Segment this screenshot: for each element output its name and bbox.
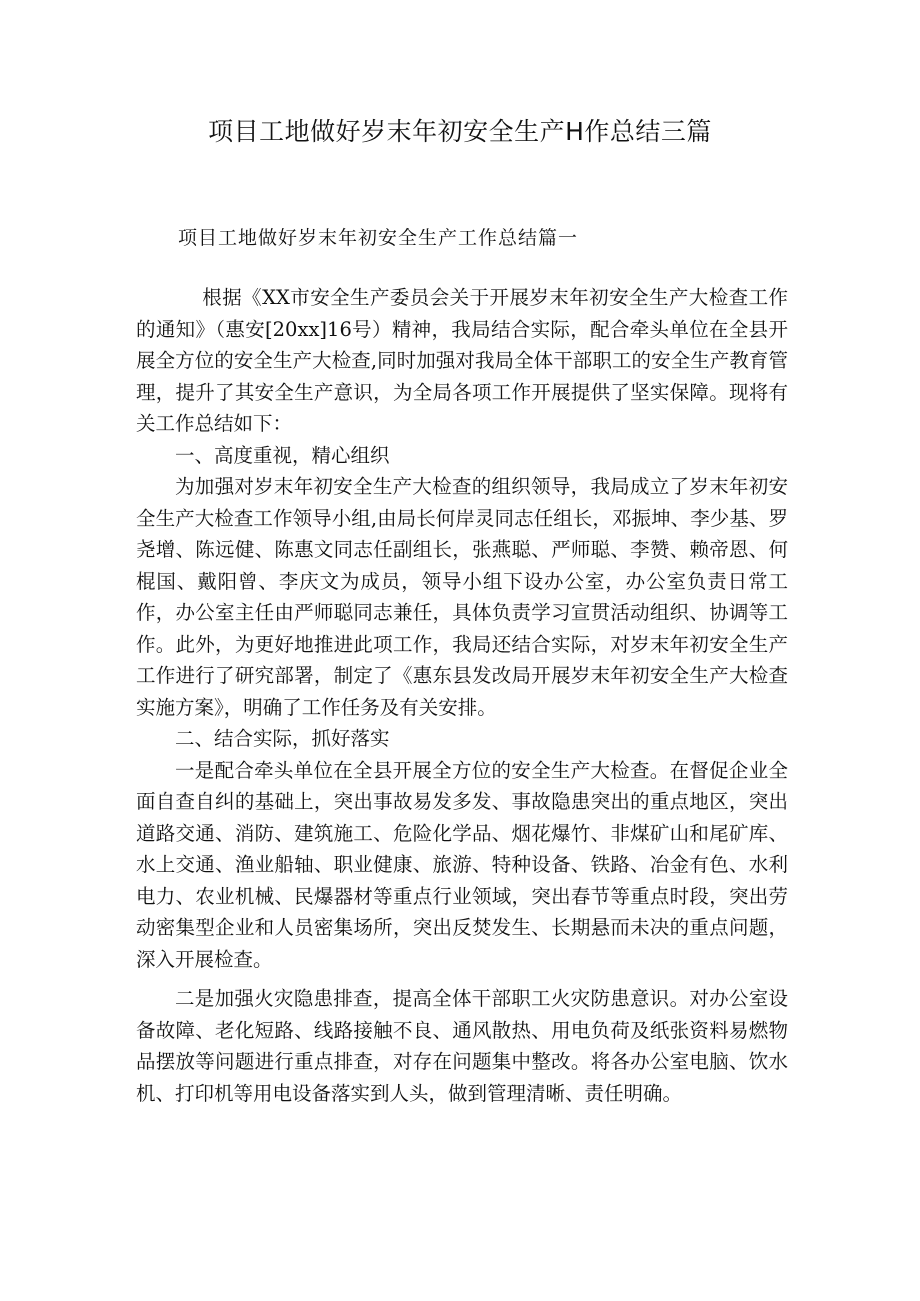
document-body: [136, 282, 788, 1109]
paragraph-inspection: 一是配合牵头单位在全县开展全方位的安全生产大检查。在督促企业全面自查自纠的基础上，突出事故易发多发、事故隐患突出的重点地区，突出道路交通、消防、建筑施工、危险化学品、烟花爆竹、非煤矿山和尾矿库、水上交通、渔业船轴、职业健康、旅游、特种设备、铁路、冶金有色、水利电力、农业机械、民爆器材等重点行业领域，突出春节等重点时段，突出劳动密集型企业和人员密集场所，突出反焚发生、长期悬而未决的重点问题，深入开展检查。: [136, 758, 788, 971]
document-title: 项目工地做好岁末年初安全生产H作总结三篇: [208, 117, 712, 146]
paragraph-fire-safety: 二是加强火灾隐患排查，提高全体干部职工火灾防患意识。对办公室设备故障、老化短路、线路接触不良、通风散热、用电负荷及纸张资料易燃物品摆放等问题进行重点排查，对存在问题集中整改。将各办公室电脑、饮水机、打印机等用电设备落实到人头，做到管理清晰、责任明确。: [136, 987, 788, 1105]
heading-one: 一、高度重视，精心组织: [175, 443, 390, 467]
heading-two: 二、结合实际，抓好落实: [175, 727, 390, 750]
paragraph-intro: 根据《XX市安全生产委员会关于开展岁末年初安全生产大检查工作的通知》（惠安[20xx]16号）精神，我局结合实际，配合牵头单位在全县开展全方位的安全生产大检查,同时加强对我局全体干部职工的安全生产教育管理，提升了其安全生产意识，为全局各项工作开展提供了坚实保障。现将有关工作总结如下：: [136, 286, 788, 435]
paragraph-organization: 为加强对岁末年初安全生产大检查的组织领导，我局成立了岁末年初安全生产大检查工作领导小组,由局长何岸灵同志任组长，邓振坤、李少基、罗尧增、陈远健、陈惠文同志任副组长，张燕聪、严师聪、李赞、赖帝恩、何棍国、戴阳曾、李庆文为成员，领导小组下设办公室，办公室负责日常工作，办公室主任由严师聪同志兼任，具体负责学习宣贯活动组织、协调等工作。此外，为更好地推进此项工作，我局还结合实际，对岁末年初安全生产工作进行了研究部署，制定了《惠东县发改局开展岁末年初安全生产大检查实施方案》，明确了工作任务及有关安排。: [136, 475, 788, 719]
section-subtitle: 项目工地做好岁末年初安全生产工作总结篇一: [178, 227, 579, 249]
